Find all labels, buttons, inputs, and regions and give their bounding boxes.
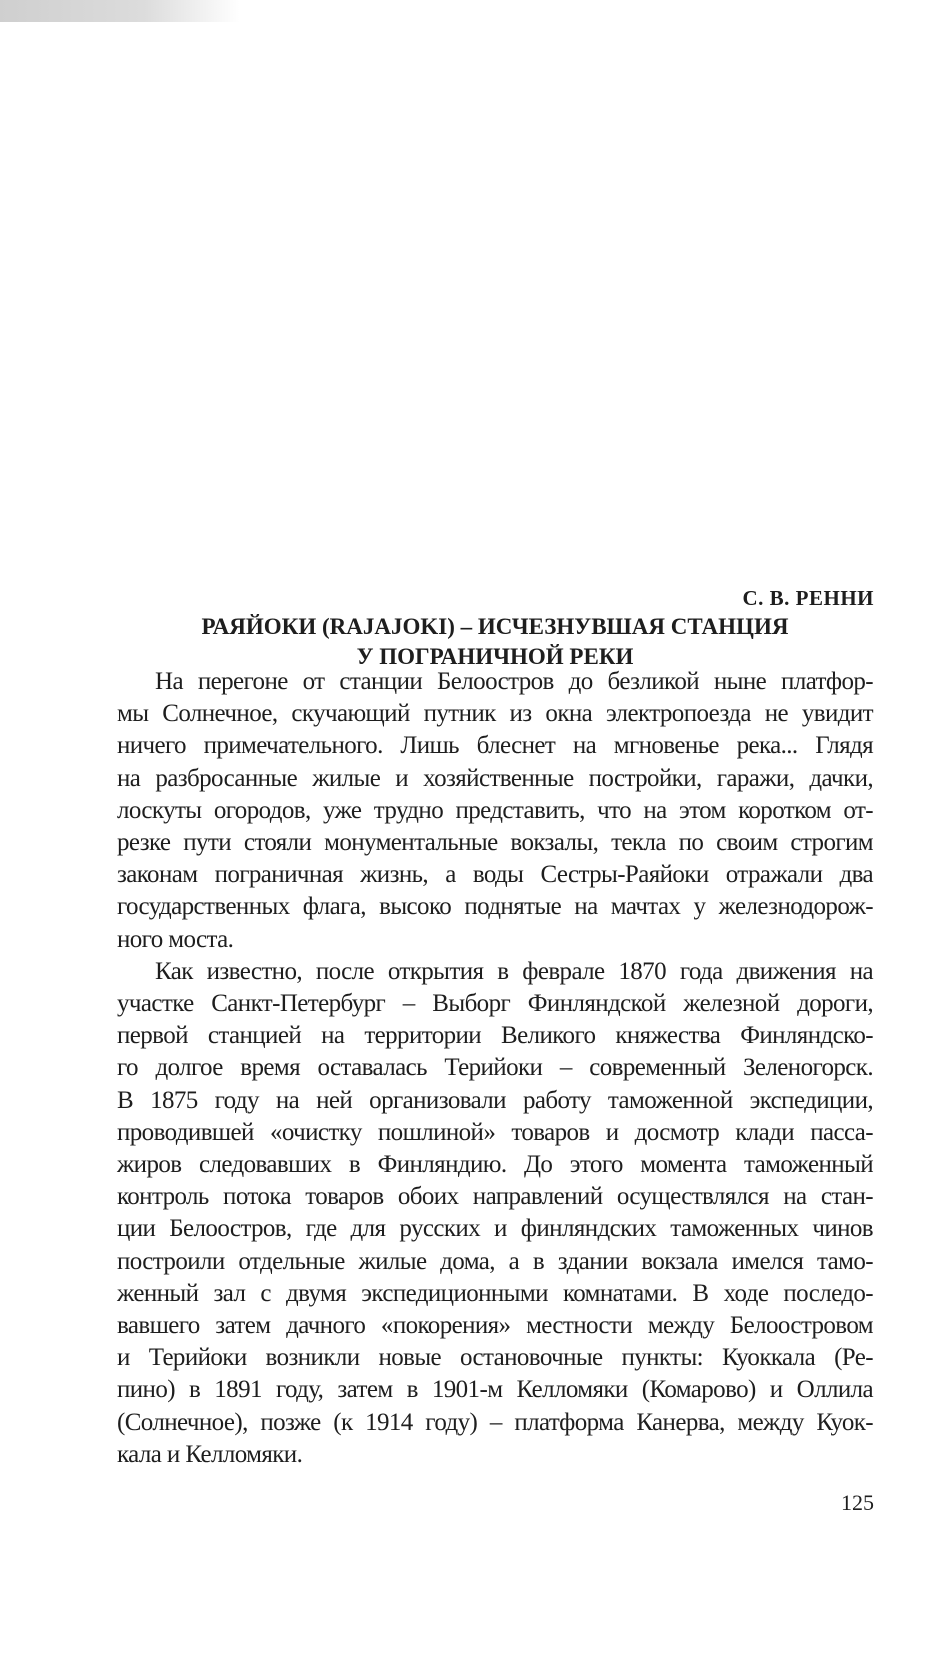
text-line [117, 1310, 873, 1342]
text-line [117, 698, 873, 730]
text-line [117, 1407, 873, 1439]
line-text: проводившей «очистку пошлиной» товаров и досмотр клади пасса- [117, 1118, 873, 1146]
text-line [117, 1117, 873, 1149]
line-text: пино) в 1891 году, затем в 1901-м Келломяки (Комарово) и Оллила [117, 1376, 873, 1404]
text-line [117, 924, 873, 956]
text-line [117, 1052, 873, 1084]
line-text: мы Солнечное, скучающий путник из окна электропоезда не увидит [117, 700, 873, 728]
text-line [117, 988, 873, 1020]
page-number: 125 [841, 1490, 874, 1515]
paragraph [117, 666, 873, 956]
line-text: жиров следовавших в Финляндию. До этого момента таможенный [117, 1151, 873, 1179]
line-text: В 1875 году на ней организовали работу таможенной экспедиции, [117, 1086, 873, 1114]
line-text: вавшего затем дачного «покорения» местности между Белоостровом [117, 1312, 873, 1340]
line-text: участке Санкт-Петербург – Выборг Финляндской железной дороги, [117, 990, 873, 1018]
text-line [117, 1085, 873, 1117]
text-line [117, 1020, 873, 1052]
line-text: ции Белоостров, где для русских и финляндских таможенных чинов [117, 1215, 873, 1243]
line-text: женный зал с двумя экспедиционными комнатами. В ходе последо- [117, 1279, 873, 1307]
article-body [117, 666, 873, 1471]
line-text: ничего примечательного. Лишь блеснет на мгновенье река... Глядя [117, 732, 873, 760]
line-text: и Терийоки возникли новые остановочные пункты: Куоккала (Ре- [117, 1344, 873, 1372]
text-line [117, 891, 873, 923]
title-line: У ПОГРАНИЧНОЙ РЕКИ [356, 644, 634, 669]
line-text: контроль потока товаров обоих направлений осуществлялся на стан- [117, 1183, 873, 1211]
article-title [117, 612, 873, 672]
text-line [117, 859, 873, 891]
text-line [117, 730, 873, 762]
text-line [117, 1342, 873, 1374]
line-text: Как известно, после открытия в феврале 1870 года движения на [155, 957, 873, 985]
text-line [117, 827, 873, 859]
text-line [117, 1439, 873, 1471]
line-text: кала и Келломяки. [117, 1440, 303, 1468]
line-text: На перегоне от станции Белоостров до безликой ныне платфор- [155, 668, 873, 695]
line-text: го долгое время оставалась Терийоки – современный Зеленогорск. [117, 1054, 873, 1082]
line-text: лоскуты огородов, уже трудно представить, что на этом коротком от- [117, 796, 873, 824]
text-line [117, 763, 873, 795]
text-line [117, 795, 873, 827]
title-line: РАЯЙОКИ (RAJAJOKI) – ИСЧЕЗНУВШАЯ СТАНЦИЯ [201, 614, 789, 639]
text-line [117, 1181, 873, 1213]
text-line [117, 956, 873, 988]
text-line [117, 1246, 873, 1278]
line-text: ного моста. [117, 925, 234, 953]
line-text: законам пограничная жизнь, а воды Сестры-Раяйоки отражали два [117, 861, 873, 889]
text-line [117, 666, 873, 698]
line-text: государственных флага, высоко поднятые на мачтах у железнодорож- [117, 893, 873, 921]
line-text: (Солнечное), позже (к 1914 году) – платформа Канерва, между Куок- [117, 1408, 873, 1436]
line-text: первой станцией на территории Великого княжества Финляндско- [117, 1022, 873, 1050]
author-name: С. В. РЕННИ [742, 586, 874, 610]
scan-shadow [0, 0, 240, 22]
text-line [117, 1213, 873, 1245]
line-text: на разбросанные жилые и хозяйственные постройки, гаражи, дачки, [117, 764, 873, 792]
paragraph [117, 956, 873, 1471]
text-line [117, 1374, 873, 1406]
text-line [117, 1149, 873, 1181]
text-line [117, 1278, 873, 1310]
line-text: резке пути стояли монументальные вокзалы, текла по своим строгим [117, 829, 873, 857]
line-text: построили отдельные жилые дома, а в здании вокзала имелся тамо- [117, 1247, 873, 1275]
